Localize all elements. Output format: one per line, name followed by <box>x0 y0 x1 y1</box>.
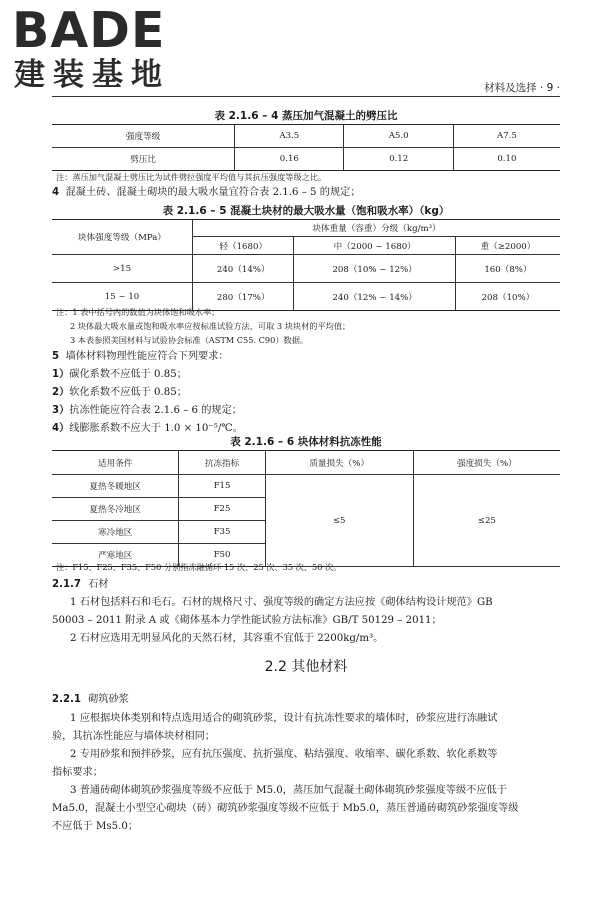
table-cell: 夏热冬冷地区 <box>52 498 179 521</box>
table6-caption: 表 2.1.6 – 6 块体材料抗冻性能 <box>230 436 382 448</box>
table-cell: F35 <box>179 521 265 544</box>
table5-note-1: 注：1 表中括号内的数值为块体饱和吸水率； <box>56 307 220 317</box>
table-cell: 寒冷地区 <box>52 521 179 544</box>
table-header-cell: 适用条件 <box>52 451 179 475</box>
table-cell: A7.5 <box>453 125 560 148</box>
list-item: 3）抗冻性能应符合表 2.1.6 – 6 的规定； <box>52 405 242 416</box>
table-cell: 劈压比 <box>52 148 235 171</box>
header-rule <box>52 96 560 97</box>
para-number: 5 <box>52 351 60 362</box>
table-cell: 208（10% ~ 12%） <box>294 255 455 283</box>
table-header-cell: 抗冻指标 <box>179 451 265 475</box>
table4-caption: 表 2.1.6 – 4 蒸压加气混凝土的劈压比 <box>214 110 398 122</box>
table-cell: 240（14%） <box>193 255 294 283</box>
table4-note: 注：蒸压加气混凝土劈压比为试件劈拉强度平均值与其抗压强度等级之比。 <box>56 172 327 182</box>
paragraph: 1 应根据块体类别和特点选用适合的砌筑砂浆，设计有抗冻性要求的墙体时，砂浆应进行冻融试 <box>70 713 498 724</box>
para-4 <box>52 184 560 202</box>
list-item: 4）线膨胀系数不应大于 1.0 × 10⁻⁵/℃。 <box>52 423 243 434</box>
table-header-cell: 块体强度等级（MPa） <box>52 220 193 255</box>
table-cell: 280（17%） <box>193 283 294 311</box>
table-cell: 0.16 <box>235 148 344 171</box>
table-cell: ≤25 <box>413 475 560 567</box>
table-cell: F15 <box>179 475 265 498</box>
running-head: 材料及选择 · 9 · <box>484 82 560 94</box>
list-item: 1）碳化系数不应低于 0.85； <box>52 369 187 380</box>
table-cell: F50 <box>179 544 265 567</box>
table-header-cell: 轻（1680） <box>193 237 294 255</box>
table-row <box>52 220 560 237</box>
table-cell: 240（12% ~ 14%） <box>294 283 455 311</box>
table-cell: ≤5 <box>265 475 413 567</box>
table-row <box>52 255 560 283</box>
table-cell: 夏热冬暖地区 <box>52 475 179 498</box>
paragraph: Ma5.0，混凝土小型空心砌块（砖）砌筑砂浆强度等级不应低于 Mb5.0，蒸压普通砖砌筑砂浆强度等级 <box>52 803 519 814</box>
table-cell: A3.5 <box>235 125 344 148</box>
table-row <box>52 125 560 148</box>
paragraph: 指标要求； <box>52 767 103 778</box>
list-item: 2）软化系数不应低于 0.85； <box>52 387 187 398</box>
table6 <box>52 450 560 567</box>
paragraph: 1 石材包括料石和毛石。石材的规格尺寸、强度等级的确定方法应按《砌体结构设计规范》GB <box>70 597 493 608</box>
table-header-cell: 重（≥2000） <box>455 237 560 255</box>
paragraph: 50003 – 2011 附录 A 或《砌体基本力学性能试验方法标准》GB/T 50129 – 2011； <box>52 615 442 626</box>
table-cell: 0.12 <box>344 148 453 171</box>
table-header-cell: 中（2000 ~ 1680） <box>294 237 455 255</box>
table-header-cell: 块体重量（容重）分级（kg/m³） <box>193 220 561 237</box>
paragraph: 验，其抗冻性能应与墙体块材相同； <box>52 731 215 742</box>
table-cell: 208（10%） <box>455 283 560 311</box>
para-5 <box>52 348 560 366</box>
paragraph: 3 普通砖砌体砌筑砂浆强度等级不应低于 M5.0，蒸压加气混凝土砌体砌筑砂浆强度等级不应低于 <box>70 785 507 796</box>
subsection-heading: 2.2.1 砌筑砂浆 <box>52 694 129 705</box>
table4 <box>52 124 560 171</box>
table-cell: >15 <box>52 255 193 283</box>
table-row <box>52 451 560 475</box>
logo-word: BADE <box>12 2 166 59</box>
para-text: 混凝土砖、混凝土砌块的最大吸水量宜符合表 2.1.6 – 5 的规定； <box>65 187 361 198</box>
table6-note: 注：F15、F25、F35、F50 分别指冻融循环 15 次、25 次、35 次、50 次。 <box>56 562 342 572</box>
table-row <box>52 475 560 498</box>
paragraph: 不应低于 Ms5.0； <box>52 821 139 832</box>
table-cell: F25 <box>179 498 265 521</box>
table-row <box>52 148 560 171</box>
table-header-cell: 强度损失（%） <box>413 451 560 475</box>
para-number: 4 <box>52 187 60 198</box>
table-cell: A5.0 <box>344 125 453 148</box>
section-heading: 2.2 其他材料 <box>264 659 348 675</box>
table5-note-3: 3 本表参照美国材料与试验协会标准（ASTM C55. C90）数据。 <box>70 335 309 345</box>
paragraph: 2 石材应选用无明显风化的天然石材，其容重不宜低于 2200kg/m³。 <box>70 633 384 644</box>
table-cell: 15 ~ 10 <box>52 283 193 311</box>
para-text: 墙体材料物理性能应符合下列要求： <box>65 351 229 362</box>
table5-note-2: 2 块体最大吸水量或饱和吸水率应按标准试验方法，可取 3 块块材的平均值； <box>70 321 351 331</box>
logo-subtitle: 建装基地 <box>14 57 170 93</box>
table-cell: 0.10 <box>453 148 560 171</box>
table5 <box>52 219 560 311</box>
table-header-cell: 质量损失（%） <box>265 451 413 475</box>
paragraph: 2 专用砂浆和预拌砂浆，应有抗压强度、抗折强度、粘结强度、收缩率、碳化系数、软化系数等 <box>70 749 498 760</box>
subsection-heading: 2.1.7 石材 <box>52 579 109 590</box>
table-cell: 严寒地区 <box>52 544 179 567</box>
table-cell: 160（8%） <box>455 255 560 283</box>
table-cell: 强度等级 <box>52 125 235 148</box>
table5-caption: 表 2.1.6 – 5 混凝土块材的最大吸水量（饱和吸水率）（kg） <box>162 205 450 217</box>
logo <box>12 2 182 96</box>
